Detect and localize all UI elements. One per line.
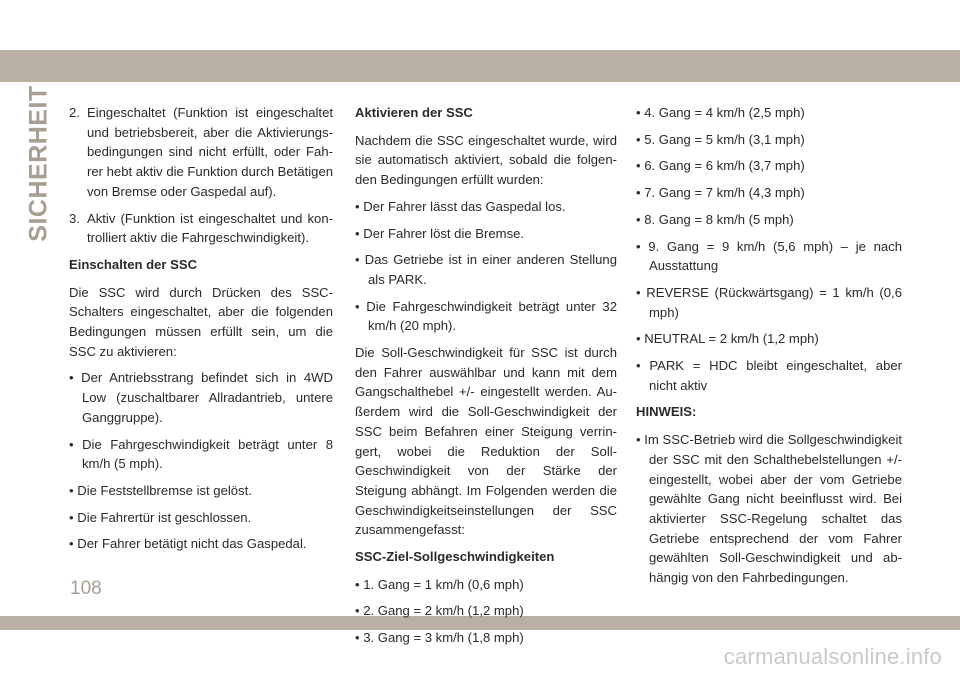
bullet-item: • Der Fahrer betätigt nicht das Gaspedal. <box>69 534 333 554</box>
speed-item: • 2. Gang = 2 km/h (1,2 mph) <box>355 601 617 621</box>
bullet-item: • Die Fahrgeschwindigkeit beträgt unter 32 km/h (20 mph). <box>355 297 617 336</box>
numbered-item <box>69 209 333 248</box>
bullet-item: • Die Feststellbremse ist gelöst. <box>69 481 333 501</box>
bullet-item: • Das Getriebe ist in einer anderen Stellung als PARK. <box>355 250 617 289</box>
section-tab <box>18 84 60 242</box>
speed-item: • 5. Gang = 5 km/h (3,1 mph) <box>636 130 902 150</box>
section-tab-label: SICHERHEIT <box>24 84 53 242</box>
column-2 <box>355 103 617 655</box>
bullet-item: • Der Fahrer löst die Bremse. <box>355 224 617 244</box>
speed-item: • PARK = HDC bleibt eingeschaltet, aber nicht aktiv <box>636 356 902 395</box>
section-heading: Aktivieren der SSC <box>355 105 473 120</box>
bullet-item: • Der Antriebsstrang befindet sich in 4WD Low (zuschaltbarer Allradantrieb, untere Ganggruppe). <box>69 368 333 427</box>
speed-item: • 6. Gang = 6 km/h (3,7 mph) <box>636 156 902 176</box>
section-heading: Einschalten der SSC <box>69 256 198 272</box>
item-number: 2. <box>69 105 80 120</box>
speed-item: • 4. Gang = 4 km/h (2,5 mph) <box>636 103 902 123</box>
column-3 <box>636 103 902 595</box>
bullet-item: • Der Fahrer lässt das Gaspedal los. <box>355 197 617 217</box>
bullet-item: • Die Fahrertür ist geschlossen. <box>69 508 333 528</box>
bullet-item: • Die Fahrgeschwindigkeit beträgt unter 8 km/h (5 mph). <box>69 435 333 474</box>
speed-item: • 7. Gang = 7 km/h (4,3 mph) <box>636 183 902 203</box>
item-text: Eingeschaltet (Funktion ist eingeschaltet und betriebsbereit, aber die Aktivierungsbedingungen sind nicht erfüllt, oder Fahrer hebt aktiv die Funktion durch Betätigen von Bremse oder Gaspedal auf). <box>87 105 334 199</box>
speed-item: • 9. Gang = 9 km/h (5,6 mph) – je nach Ausstattung <box>636 237 902 276</box>
speed-item: • 8. Gang = 8 km/h (5 mph) <box>636 210 902 230</box>
speed-item: • REVERSE (Rückwärtsgang) = 1 km/h (0,6 mph) <box>636 283 902 322</box>
speed-item: • 1. Gang = 1 km/h (0,6 mph) <box>355 575 617 595</box>
paragraph: Die Soll-Geschwindigkeit für SSC ist durch den Fahrer auswählbar und kann mit dem Gangschalthebel +/- eingestellt werden. Außerdem wird die Soll-Geschwindigkeit der SSC beim Befahren einer Steigung verringert, wobei die Reduktion der Soll-Geschwindigkeit von der Stärke der Steigung abhängt. Im Folgenden werden die Geschwindigkeitseinstellungen der SSC zusammengefasst: <box>355 345 617 538</box>
paragraph: Die SSC wird durch Drücken des SSC-Schalters eingeschaltet, aber die folgenden Bedingungen müssen erfüllt sein, um die SSC zu aktivieren: <box>69 284 333 359</box>
numbered-item <box>69 103 333 202</box>
item-text: Aktiv (Funktion ist eingeschaltet und kontrolliert aktiv die Fahrgeschwindigkeit). <box>87 210 333 246</box>
paragraph: Nachdem die SSC eingeschaltet wurde, wird sie automatisch aktiviert, sobald die folgenden Bedingungen erfüllt wurden: <box>355 132 617 188</box>
watermark: carmanualsonline.info <box>723 644 942 669</box>
page-number: 108 <box>70 578 102 599</box>
speed-item: • NEUTRAL = 2 km/h (1,2 mph) <box>636 329 902 349</box>
header-band <box>0 50 960 82</box>
column-1 <box>69 103 333 561</box>
note-bullet: • Im SSC-Betrieb wird die Sollgeschwindigkeit der SSC mit den Schalthebelstellungen +/- eingestellt, wobei aber der vom Getriebe gewählte Gang nicht beeinflusst wird. Bei aktivierter SSC-Regelung schaltet das Getriebe entsprechend der vom Fahrer gewählten Soll-Geschwindigkeit und abhängig von den Fahrbedingungen. <box>636 430 902 588</box>
item-number: 3. <box>69 210 80 226</box>
speed-item: • 3. Gang = 3 km/h (1,8 mph) <box>355 628 617 648</box>
note-heading: HINWEIS: <box>636 404 697 420</box>
section-heading: SSC-Ziel-Sollgeschwindigkeiten <box>355 549 555 565</box>
